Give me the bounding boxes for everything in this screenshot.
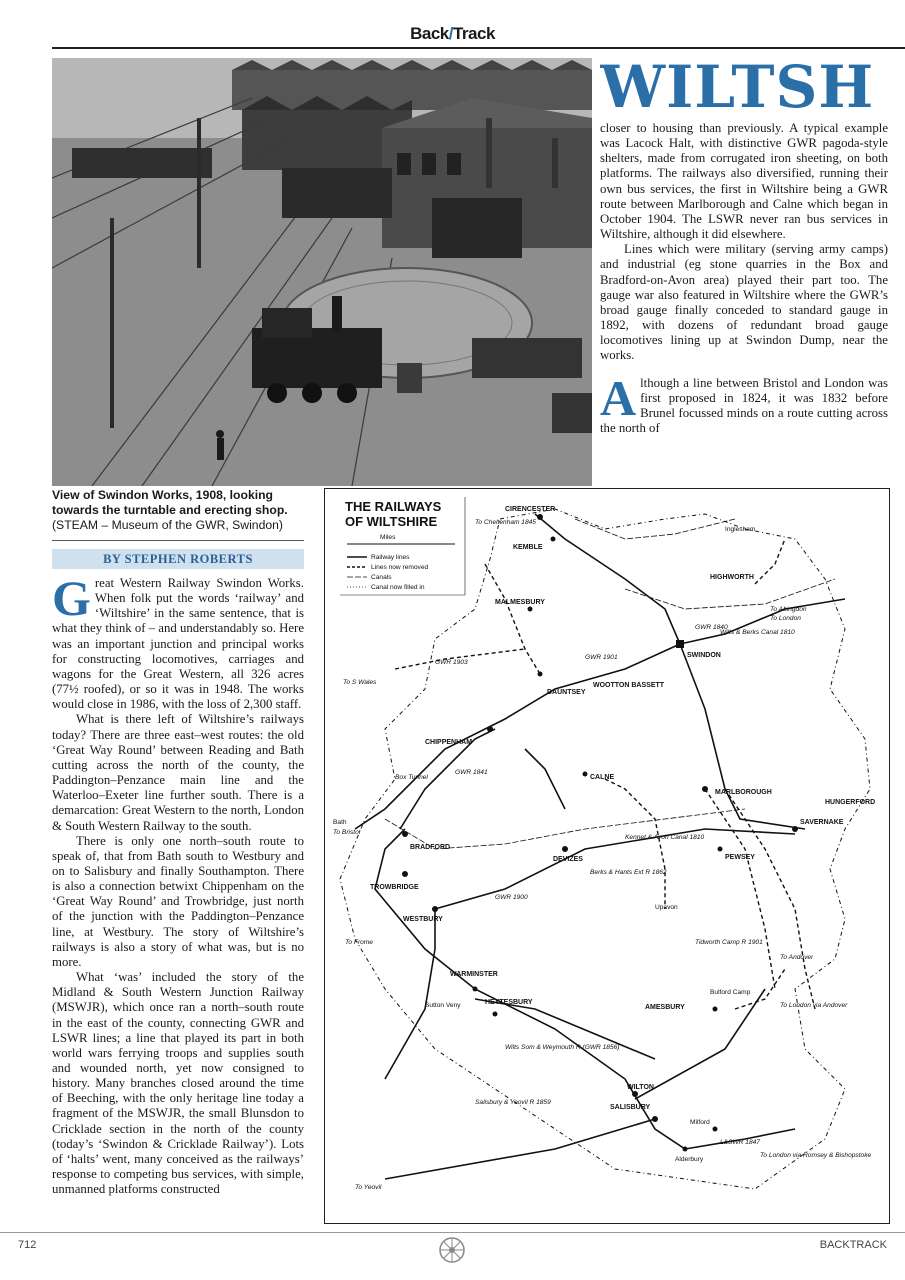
town-sutton-veny: Sutton Veny	[425, 1002, 461, 1009]
masthead-slash: /	[448, 24, 453, 43]
town-chippenham: CHIPPENHAM	[425, 739, 473, 746]
town-calne: CALNE	[590, 774, 615, 781]
note-to-andover: To Andover	[780, 954, 814, 961]
town-bath: Bath	[333, 819, 347, 826]
town-dauntsey: DAUNTSEY	[547, 689, 586, 696]
map-legend	[347, 554, 429, 591]
note-gwr-1840: GWR 1840	[695, 624, 728, 631]
photo-caption	[52, 488, 302, 533]
legend-canal-filled: Canal now filled in	[371, 584, 425, 591]
right-para-1: closer to housing than previously. A typical example was Lacock Halt, with distinctive GWR pagoda-style shelters, made from corrugated iron sheeting, on both platforms. The railways also diversified, running their own bus services, the first in Wiltshire being a GWR route between Marlborough and Calne which began in October 1904. The LSWR never ran bus services in Wiltshire, although it did elsewhere.	[600, 121, 888, 242]
railways-map	[324, 488, 890, 1224]
photo-illustration	[52, 58, 592, 486]
town-cirencester: CIRENCESTER	[505, 506, 556, 513]
town-milford: Milford	[690, 1119, 710, 1126]
swindon-marker	[676, 640, 684, 648]
town-savernake: SAVERNAKE	[800, 819, 844, 826]
article-title: WILTSH	[600, 56, 875, 118]
right-para-3-text: lthough a line between Bristol and London was first proposed in 1824, it was 1832 before Brunel focussed minds on a route cutting across the north of	[600, 375, 888, 435]
note-to-cheltenham: To Cheltenham 1845	[475, 519, 536, 526]
dropcap-a: A	[600, 369, 637, 426]
note-to-s-wales: To S Wales	[343, 679, 377, 686]
note-wilts-som: Wilts Som & Weymouth R (GWR 1856)	[505, 1044, 620, 1051]
note-lswr-1847: L&SWR 1847	[720, 1139, 760, 1146]
town-wilton: WILTON	[627, 1084, 654, 1091]
note-gwr-1841: GWR 1841	[455, 769, 488, 776]
town-malmesbury: MALMESBURY	[495, 599, 545, 606]
note-to-frome: To Frome	[345, 939, 373, 946]
town-upavon: Upavon	[655, 904, 678, 911]
note-gwr-1903: GWR 1903	[435, 659, 468, 666]
caption-credit: (STEAM – Museum of the GWR, Swindon)	[52, 518, 283, 532]
caption-rule	[52, 540, 304, 541]
town-alderbury: Alderbury	[675, 1156, 704, 1163]
town-marlborough: MARLBOROUGH	[715, 789, 772, 796]
left-column	[52, 570, 304, 1197]
town-pewsey: PEWSEY	[725, 854, 755, 861]
town-wootton-bassett: WOOTTON BASSETT	[593, 682, 665, 689]
caption-bold: View of Swindon Works, 1908, looking towards the turntable and erecting shop.	[52, 488, 288, 517]
left-para-4: What ‘was’ included the story of the Midland & South Western Junction Railway (MSWJR), which once ran a north–south route in the east of the county, connecting GWR and LSWR lines; a line that played its part in both world wars ferrying troops and supplies south and wounded north, yet now consigned to history. Many branches closed around the time of Beeching, with the only heritage line today a fragment of the MSWJR, the small Blunsdon to Cricklade section in the north of the county (today’s ‘Swindon & Cricklade Railway’). Lots of ‘halts’ went, many conceived as the railways’ response to competing bus services, with simple, unmanned platforms constructed	[52, 970, 304, 1197]
note-to-abingdon: To Abingdon	[770, 606, 807, 613]
note-to-yeovil: To Yeovil	[355, 1184, 382, 1191]
swindon-works-photo	[52, 58, 592, 486]
note-to-london-via-andover: To London via Andover	[780, 1002, 848, 1009]
legend-railway: Railway lines	[371, 554, 410, 561]
note-to-london-romsey: To London via Romsey & Bishopstoke	[760, 1152, 872, 1159]
note-box-tunnel: Box Tunnel	[395, 774, 428, 781]
map-title-line-2: OF WILTSHIRE	[345, 514, 438, 529]
right-para-3	[600, 369, 888, 437]
town-heytesbury: HEYTESBURY	[485, 999, 533, 1006]
route-notes	[333, 519, 872, 1191]
town-devizes: DEVIZES	[553, 856, 583, 863]
masthead	[0, 24, 905, 44]
magazine-name: BACKTRACK	[819, 1239, 887, 1251]
note-kennet-avon: Kennet & Avon Canal 1810	[625, 834, 705, 841]
dropcap-g: G	[52, 570, 91, 626]
left-para-1-text: reat Western Railway Swindon Works. When folk put the words ‘railway’ and ‘Wiltshire’ in the same sentence, that is what they think of – and understandably so. Here was an important junction and principal works for constructing locomotives, carriages and wagons for the Great Western, all 326 acres (77½ roofed), or so it was in 1948. The works would close in 1986, with the loss of 2,300 staff.	[52, 576, 304, 712]
left-para-3: There is only one north–south route to speak of, that from Bath south to Westbury and on to Salisbury and finally Southampton. There is also a connection betwixt Chippenham on the ‘Great Way Round’ and Trowbridge, just north of the junction with the Paddington–Penzance line, at Westbury. The story of Wiltshire’s railways is also a story of what was, but is no more.	[52, 833, 304, 969]
town-amesbury: AMESBURY	[645, 1004, 685, 1011]
town-markers	[402, 514, 798, 1152]
bottom-rule	[0, 1232, 905, 1233]
note-wilts-berks-canal: Wilts & Berks Canal 1810	[720, 629, 795, 636]
note-berks-hants: Berks & Hants Ext R 1862	[590, 869, 667, 876]
wheel-icon	[438, 1236, 466, 1264]
town-bulford-camp: Bulford Camp	[710, 989, 751, 996]
note-salisbury-yeovil: Salisbury & Yeovil R 1859	[475, 1099, 551, 1106]
byline: BY STEPHEN ROBERTS	[52, 549, 304, 569]
top-rule	[52, 47, 905, 49]
town-westbury: WESTBURY	[403, 916, 443, 923]
left-para-2: What is there left of Wiltshire’s railways today? There are three east–west routes: the old ‘Great Way Round’ between Reading and Bath cutting across the north of the county, the Paddington–Penzance main line and the Waterloo–Exeter line further south. There is a demarcation: Great Western to the north, London & South Western Railway to the south.	[52, 712, 304, 833]
map-scale-label: Miles	[380, 534, 396, 541]
town-warminster: WARMINSTER	[450, 971, 498, 978]
town-trowbridge: TROWBRIDGE	[370, 884, 419, 891]
town-kemble: KEMBLE	[513, 544, 543, 551]
town-salisbury: SALISBURY	[610, 1104, 651, 1111]
town-bradford: BRADFORD	[410, 844, 451, 851]
town-highworth: HIGHWORTH	[710, 574, 754, 581]
note-to-london: To London	[770, 615, 801, 622]
legend-removed: Lines now removed	[371, 564, 429, 571]
masthead-brand-a: Back	[410, 24, 449, 43]
town-hungerford: HUNGERFORD	[825, 799, 876, 806]
note-tidworth: Tidworth Camp R 1901	[695, 939, 763, 946]
town-inglesham: Inglesham	[725, 526, 756, 533]
note-to-bristol: To Bristol	[333, 829, 361, 836]
map-svg	[325, 489, 890, 1224]
right-column	[600, 121, 888, 436]
note-gwr-1901: GWR 1901	[585, 654, 618, 661]
left-para-1	[52, 570, 304, 712]
page-number: 712	[18, 1239, 37, 1251]
right-para-2: Lines which were military (serving army camps) and industrial (eg stone quarries in the Box and Bradford-on-Avon area) played their part too. The gauge war also featured in Wiltshire where the GWR’s broad gauge finally conceded to standard gauge in 1892, with dozens of redundant broad gauge locomotives lining up at Swindon Dump, near the works.	[600, 242, 888, 363]
note-gwr-1900: GWR 1900	[495, 894, 528, 901]
town-swindon: SWINDON	[687, 652, 721, 659]
legend-canal: Canals	[371, 574, 392, 581]
map-title-line-1: THE RAILWAYS	[345, 499, 442, 514]
masthead-brand-b: Track	[452, 24, 495, 43]
